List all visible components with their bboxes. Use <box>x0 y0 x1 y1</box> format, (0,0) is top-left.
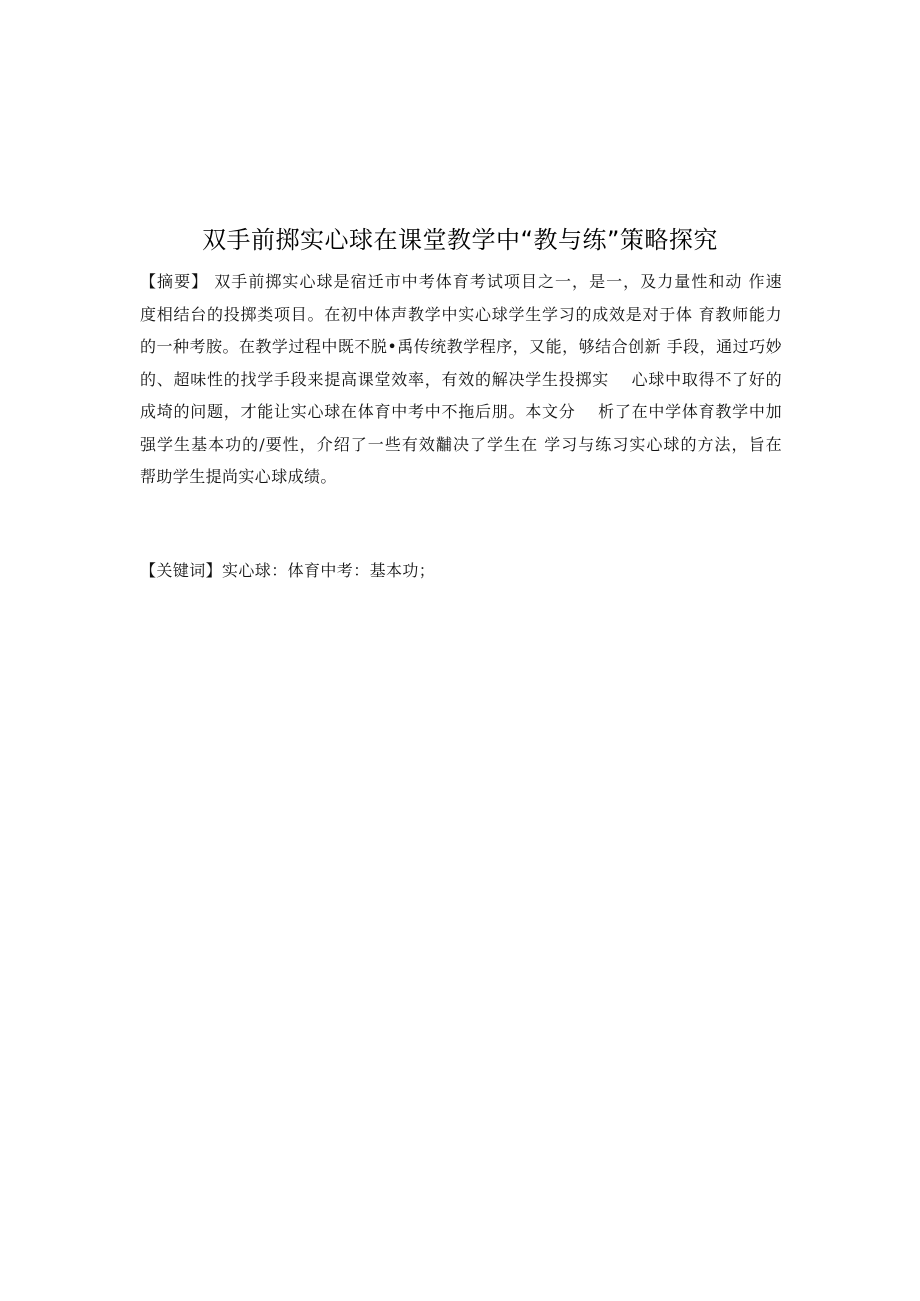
abstract-line: 帮助学生提尚实心球成绩。 <box>140 467 337 486</box>
abstract-line: 的、超味性的找学手段来提高课堂效率，有效的解决学生投掷实 心球中取得不了好的 <box>140 369 782 389</box>
abstract-line: 度相结台的投掷类项目。在初中体声教学中实心球学生学习的成效是对于体 育教师能力 <box>140 304 782 324</box>
abstract-line: 【摘要】 双手前掷实心球是宿迁市中考体育考试项目之一，是一，及力量性和动 作速 <box>140 272 782 291</box>
abstract-line: 强学生基本功的/要性，介绍了一些有效黼决了学生在 学习与练习实心球的方法，旨在 <box>140 434 782 454</box>
keywords-line: 【关键词】实心球：体育中考：基本功； <box>140 561 436 580</box>
abstract-line: 的一种考胺。在教学过程中既不脱•禹传统教学程序，又能，够结合创新 手段，通过巧妙 <box>140 337 782 356</box>
document-title: 双手前掷实心球在课堂教学中“教与练”策略探究 <box>202 226 718 254</box>
abstract-line: 成埼的问题，才能让实心球在体育中考中不拖后朋。本文分 析了在中学体育教学中加 <box>140 402 782 421</box>
abstract-paragraph <box>140 266 782 494</box>
